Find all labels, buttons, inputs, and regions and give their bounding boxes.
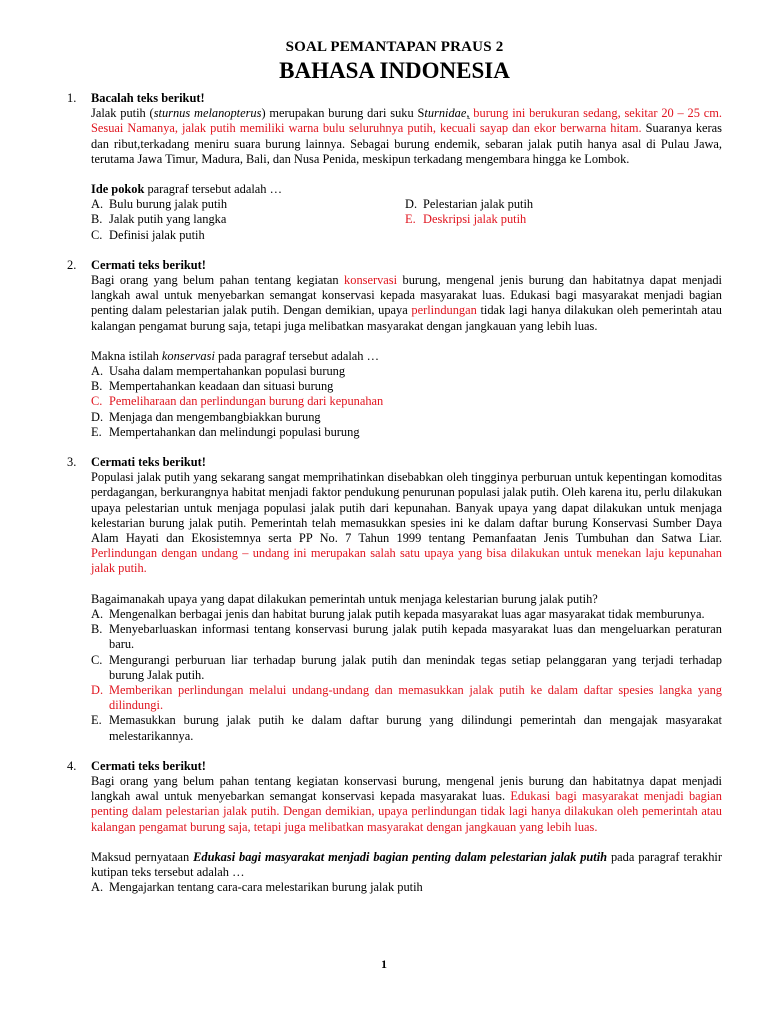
question-prompt: Bagaimanakah upaya yang dapat dilakukan pemerintah untuk menjaga kelestarian burung jalak putih?: [91, 591, 598, 606]
option-d-answer[interactable]: D. Memberikan perlindungan melalui undang-undang dan memasukkan jalak putih ke dalam daftar spesies langka yang dilindungi.: [91, 682, 722, 713]
quoted-statement: Edukasi bagi masyarakat menjadi bagian penting dalam pelestarian jalak putih: [193, 849, 608, 864]
question-number: 2.: [67, 257, 77, 272]
highlighted-text: Perlindungan dengan undang – undang ini merupakan salah satu upaya yang bisa dilakukan untuk menekan laju kepunahan jalak putih.: [91, 546, 722, 576]
question-number: 3.: [67, 455, 77, 470]
option-a[interactable]: A. Bulu burung jalak putih: [91, 197, 228, 212]
highlighted-text: burung ini berukuran sedang, sekitar 20 – 25 cm. Sesuai Namanya, jalak putih memiliki warna bulu seluruhnya putih, kecuali sayap dan ekor berwarna hitam.: [91, 106, 722, 136]
family-name: turnidae: [424, 106, 467, 121]
option-a[interactable]: A. Mengenalkan berbagai jenis dan habitat burung jalak putih kepada masyarakat luas agar masyarakat tidak memburunya.: [91, 606, 705, 621]
option-d[interactable]: D. Menjaga dan mengembangbiakkan burung: [91, 409, 321, 424]
question-1: [67, 91, 722, 243]
option-e[interactable]: E. Mempertahankan dan melindungi populasi burung: [91, 424, 360, 439]
option-e-answer[interactable]: E. Deskripsi jalak putih: [405, 212, 527, 227]
question-heading: Bacalah teks berikut!: [91, 91, 205, 105]
option-b[interactable]: B. Mempertahankan keadaan dan situasi burung: [91, 379, 334, 394]
reading-passage: Populasi jalak putih yang sekarang sangat memprihatinkan disebabkan oleh tingginya perburuan untuk kepentingan komoditas perdagangan, berkurangnya habitat menjadi faktor pendukung penurunan populasi jalak putih. Oleh karena itu, perlu dilakukan upaya pelestarian untuk menjaga populasi jalak putih dari kepunahan. Banyak upaya yang dapat dilakukan untuk menjaga kelestarian burung jalak putih. Pemerintah telah memasukkan spesies ini ke dalam daftar burung Konservasi Sumber Daya Alam Hayati dan Ekosistemnya serta PP No. 7 Tahun 1999 tentang Pemanfaatan Jenis Tumbuhan dan Satwa Liar. Perlindungan dengan undang – undang ini merupakan salah satu upaya yang bisa dilakukan untuk menekan laju kepunahan jalak putih.: [91, 470, 722, 576]
option-a[interactable]: A. Mengajarkan tentang cara-cara melestarikan burung jalak putih: [91, 880, 423, 895]
question-prompt: Makna istilah konservasi pada paragraf tersebut adalah …: [91, 348, 379, 363]
question-heading: Cermati teks berikut!: [91, 455, 206, 470]
highlighted-text: Edukasi bagi masyarakat menjadi bagian penting dalam pelestarian jalak putih. Dengan demikian, upaya perlindungan tidak lagi hanya dilakukan oleh pemerintah atau kalangan pengamat burung saja, tetapi juga melibatkan masyarakat dengan jangkauan yang lebih luas.: [91, 789, 722, 834]
options-list: [91, 364, 722, 440]
option-b[interactable]: B. Jalak putih yang langka: [91, 212, 227, 227]
document-subject: BAHASA INDONESIA: [279, 58, 510, 83]
page-number: 1: [381, 957, 387, 971]
option-d[interactable]: D. Pelestarian jalak putih: [405, 197, 534, 212]
question-heading: Cermati teks berikut!: [91, 758, 206, 773]
question-3: [67, 455, 722, 744]
highlighted-term: konservasi: [344, 273, 398, 288]
question-prompt: Maksud pernyataan Edukasi bagi masyarakat menjadi bagian penting dalam pelestarian jalak putih pada paragraf terakhir kutipan teks tersebut adalah …: [91, 849, 723, 879]
option-b[interactable]: B. Menyebarluaskan informasi tentang konservasi burung jalak putih kepada masyarakat luas dan mengeluarkan peraturan baru.: [91, 622, 722, 652]
option-c-answer[interactable]: C. Pemeliharaan dan perlindungan burung dari kepunahan: [91, 394, 384, 409]
reading-passage: Bagi orang yang belum pahan tentang kegiatan konservasi burung, mengenal jenis burung dan habitatnya dapat menjadi langkah awal untuk menyebarkan semangat konservasi kepada masyarakat luas. Edukasi bagi masyarakat menjadi bagian penting dalam pelestarian jalak putih. Dengan demikian, upaya perlindungan tidak lagi hanya dilakukan oleh pemerintah atau kalangan pengamat burung saja, tetapi juga melibatkan masyarakat dengan jangkauan yang lebih luas.: [91, 773, 722, 834]
question-4: [67, 759, 722, 896]
option-a[interactable]: A. Usaha dalam mempertahankan populasi burung: [91, 364, 346, 379]
question-2: [67, 258, 722, 440]
question-prompt: Ide pokok paragraf tersebut adalah …: [91, 182, 282, 197]
option-e[interactable]: E. Memasukkan burung jalak putih ke dalam daftar burung yang dilindungi pemerintah dan mengajak masyarakat melestarikannya.: [91, 713, 722, 743]
options-list: [91, 880, 722, 895]
question-number: 1.: [67, 91, 77, 105]
question-heading: Cermati teks berikut!: [91, 257, 206, 272]
reading-passage: Jalak putih (sturnus melanopterus) merupakan burung dari suku Sturnidae, burung ini berukuran sedang, sekitar 20 – 25 cm. Sesuai Namanya, jalak putih memiliki warna bulu seluruhnya putih, kecuali sayap dan ekor berwarna hitam. Suaranya keras dan ribut,terkadang meniru suara burung lainnya. Sebagai burung endemik, sebaran jalak putih hanya asal di Pulau Jawa, terutama Jawa Timur, Madura, Bali, dan Nusa Penida, meskipun terkadang mengembara hingga ke Lombok.: [91, 106, 722, 166]
document-title: SOAL PEMANTAPAN PRAUS 2: [285, 39, 504, 55]
option-c[interactable]: C. Mengurangi perburuan liar terhadap burung jalak putih dan menindak tegas setiap pelanggaran yang terjadi terhadap burung Jalak putih.: [91, 652, 722, 682]
options-list: [91, 607, 722, 744]
options-list: [91, 197, 722, 243]
option-c[interactable]: C. Definisi jalak putih: [91, 227, 205, 242]
question-number: 4.: [67, 758, 77, 773]
scientific-name: sturnus melanopterus: [153, 106, 262, 121]
reading-passage: Bagi orang yang belum pahan tentang kegiatan konservasi burung, mengenal jenis burung dan habitatnya dapat menjadi langkah awal untuk menyebarkan semangat konservasi kepada masyarakat luas. Edukasi bagi masyarakat menjadi bagian penting dalam pelestarian jalak putih. Dengan demikian, upaya perlindungan tidak lagi hanya dilakukan oleh pemerintah atau kalangan pengamat burung saja, tetapi juga melibatkan masyarakat dengan jangkauan yang lebih luas.: [91, 273, 722, 333]
highlighted-term: perlindungan: [411, 303, 477, 318]
